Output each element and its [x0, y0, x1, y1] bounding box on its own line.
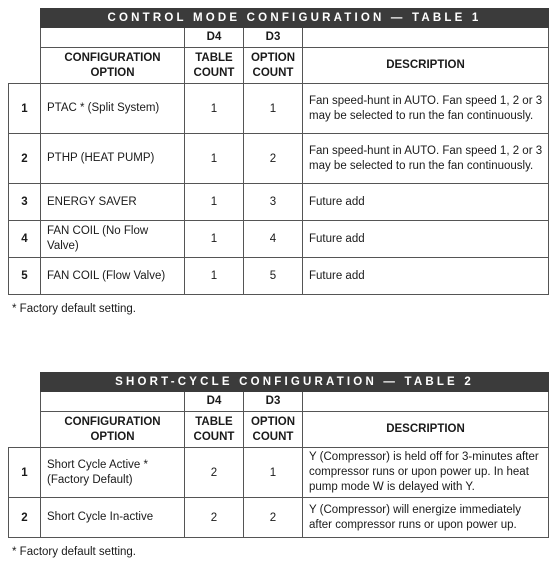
configuration-option: PTHP (HEAT PUMP) — [41, 134, 185, 184]
option-count: 1 — [244, 448, 303, 498]
table-count: 1 — [185, 221, 244, 258]
footnote: * Factory default setting. — [12, 546, 137, 558]
description: Fan speed-hunt in AUTO. Fan speed 1, 2 or 3 may be selected to run the fan continuously. — [303, 84, 549, 134]
description: Future add — [303, 258, 549, 295]
row-number: 2 — [9, 134, 41, 184]
table-count: 1 — [185, 134, 244, 184]
table-title: CONTROL MODE CONFIGURATION — TABLE 1 — [41, 9, 549, 28]
option-count-header: OPTION COUNT — [244, 48, 303, 84]
option-count: 1 — [244, 84, 303, 134]
option-count-header: OPTION COUNT — [244, 412, 303, 448]
option-count: 2 — [244, 498, 303, 538]
control-mode-table — [8, 8, 549, 295]
d4-header: D4 — [185, 392, 244, 412]
table-count: 2 — [185, 498, 244, 538]
configuration-option-header: CONFIGURATION OPTION — [41, 48, 185, 84]
table-title-spacer — [9, 9, 41, 28]
table-row — [9, 221, 549, 258]
option-count: 5 — [244, 258, 303, 295]
row-number: 1 — [9, 448, 41, 498]
configuration-option: PTAC * (Split System) — [41, 84, 185, 134]
configuration-option-header: CONFIGURATION OPTION — [41, 412, 185, 448]
table-row — [9, 134, 549, 184]
description-header: DESCRIPTION — [303, 48, 549, 84]
description: Future add — [303, 221, 549, 258]
description: Fan speed-hunt in AUTO. Fan speed 1, 2 or 3 may be selected to run the fan continuously. — [303, 134, 549, 184]
configuration-option: Short Cycle Active * (Factory Default) — [41, 448, 185, 498]
table-row — [9, 184, 549, 221]
configuration-option: FAN COIL (Flow Valve) — [41, 258, 185, 295]
configuration-option: ENERGY SAVER — [41, 184, 185, 221]
configuration-option: Short Cycle In-active — [41, 498, 185, 538]
row-number: 3 — [9, 184, 41, 221]
description-header: DESCRIPTION — [303, 412, 549, 448]
row-number: 1 — [9, 84, 41, 134]
option-count: 2 — [244, 134, 303, 184]
table-count: 1 — [185, 184, 244, 221]
row-number: 4 — [9, 221, 41, 258]
table-row — [9, 498, 549, 538]
table-row — [9, 84, 549, 134]
d4-header: D4 — [185, 28, 244, 48]
option-count: 4 — [244, 221, 303, 258]
row-number: 2 — [9, 498, 41, 538]
short-cycle-table — [8, 372, 549, 538]
description: Y (Compressor) is held off for 3-minutes after compressor runs or upon power up. In heat pump mode W is delayed with Y. — [303, 448, 549, 498]
description: Future add — [303, 184, 549, 221]
d3-header: D3 — [244, 28, 303, 48]
table-row — [9, 258, 549, 295]
d3-header: D3 — [244, 392, 303, 412]
table-row — [9, 448, 549, 498]
footnote: * Factory default setting. — [12, 303, 137, 315]
description: Y (Compressor) will energize immediately after compressor runs or upon power up. — [303, 498, 549, 538]
table-count: 1 — [185, 84, 244, 134]
table-count-header: TABLE COUNT — [185, 412, 244, 448]
row-number: 5 — [9, 258, 41, 295]
table-count: 2 — [185, 448, 244, 498]
table-title: SHORT-CYCLE CONFIGURATION — TABLE 2 — [41, 373, 549, 392]
option-count: 3 — [244, 184, 303, 221]
table-title-spacer — [9, 373, 41, 392]
configuration-option: FAN COIL (No Flow Valve) — [41, 221, 185, 258]
table-count: 1 — [185, 258, 244, 295]
table-count-header: TABLE COUNT — [185, 48, 244, 84]
